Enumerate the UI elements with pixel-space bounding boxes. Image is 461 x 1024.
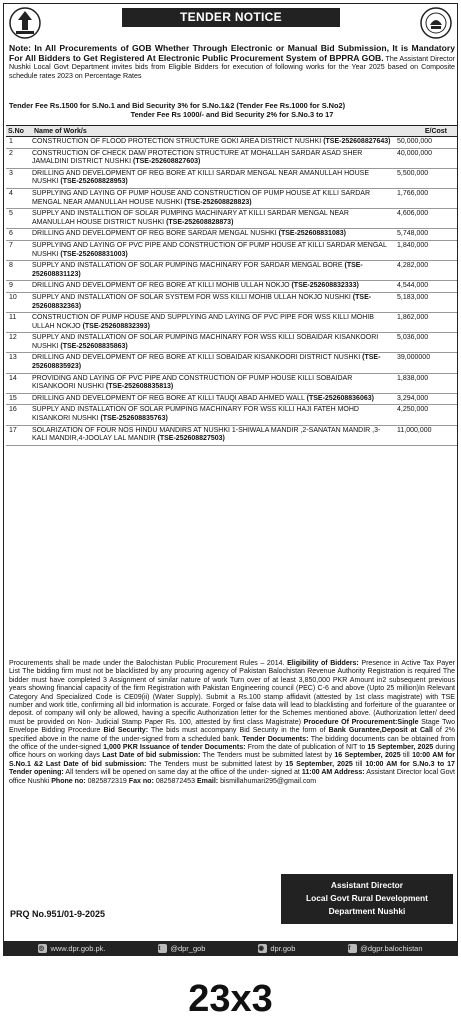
time-2: 10:00 AM for S.No.3 to 17 Tender opening:	[9, 760, 455, 777]
row-cost: 5,500,000	[397, 169, 429, 177]
row-cost: 39,000000	[397, 354, 431, 362]
row-cost: 40,000,000	[397, 149, 433, 157]
table-row	[6, 149, 457, 169]
work-name: SUPPLY AND INSTALLTION OF SOLAR PUMPING MACHINARY AT KILLI SARDAR MENGAL NEAR AMANULLAH HOUSE DISTRICT NUSHKI	[32, 210, 349, 226]
twitter-icon: t	[158, 944, 167, 953]
row-name	[26, 261, 397, 280]
row-cost: 4,544,000	[397, 282, 429, 290]
table-row	[6, 229, 457, 241]
row-cost: 50,000,000	[397, 138, 433, 145]
work-name: DRILLING AND DEVELOPMENT OF REG BORE SARDAR MENGAL NUSHKI	[32, 230, 277, 238]
instagram-icon: ◉	[258, 944, 267, 953]
header-name: Name of Work/s	[34, 128, 87, 135]
fax-label: Fax no:	[128, 777, 154, 785]
tse-number: (TSE-252608828873)	[166, 218, 234, 226]
row-name	[26, 374, 397, 393]
table-row	[6, 209, 457, 229]
tse-number: (TSE-252608832333)	[291, 282, 359, 290]
time-3: 11:00 AM Address:	[301, 769, 365, 777]
row-cost: 1,862,000	[397, 314, 429, 322]
social-bar	[4, 941, 457, 955]
row-cost: 4,606,000	[397, 210, 429, 218]
tse-number: (TSE-252608828953)	[60, 178, 128, 186]
tse-number: (TSE-252608836063)	[306, 394, 374, 402]
table-row	[6, 189, 457, 209]
row-name	[26, 209, 397, 228]
terms-text: From the date of publication of NIT to	[247, 744, 366, 752]
tse-number: (TSE-252608827503)	[157, 435, 225, 443]
row-name	[26, 426, 397, 445]
work-name: SOLARIZATION OF FOUR NOS HINDU MANDIRS AT NUSHKI 1-SHIWALA MANDIR ,2-SANATAN MANDIR ,3-KALI MANDIR,4-JOOLAY LAL MANDIR	[32, 426, 381, 443]
fee-label: 1,000 PKR Issuance of tender Documents:	[103, 744, 246, 752]
row-cost: 5,183,000	[397, 293, 429, 301]
instagram-link[interactable]	[258, 944, 295, 953]
terms-text: Procurements shall be made under the Balochistan Public Procurement Rules – 2014.	[9, 660, 285, 667]
terms-text: The Tenders must be submitted latest by	[149, 760, 283, 768]
row-sno: 7	[9, 241, 13, 249]
tse-number: (TSE-252608832363)	[32, 293, 372, 310]
balochistan-emblem-icon	[8, 6, 42, 40]
phone-number[interactable]: 0825872319	[87, 777, 127, 785]
terms-text: The Tenders must be submitted latest by	[202, 752, 332, 760]
tse-number: (TSE-252608835863)	[60, 342, 128, 350]
terms-text: till	[355, 760, 363, 768]
twitter-text: @dpr_gob	[170, 943, 206, 953]
table-row	[6, 241, 457, 261]
row-name	[26, 405, 397, 424]
row-sno: 1	[9, 138, 13, 145]
ad-size-label: 23x3	[188, 978, 273, 1020]
notice-title: TENDER NOTICE	[122, 8, 340, 27]
signature-line-1: Assistant Director	[330, 880, 404, 890]
row-name	[26, 281, 397, 292]
terms-text: of 2% specified above in the name of the under-signed from a scheduled bank.	[9, 727, 456, 743]
signature-box	[281, 874, 453, 924]
terms-text: Assistant Director local Govt office Nushki	[9, 769, 455, 785]
table-row	[6, 293, 457, 313]
work-name: SUPPLYING AND LAYING OF PVC PIPE AND CONSTRUCTION OF PUMP HOUSE AT KILLI SARDAR MENGAL NUSHKI	[32, 241, 387, 258]
row-name	[26, 313, 397, 332]
tender-notice-page	[3, 3, 458, 956]
row-cost: 1,838,000	[397, 374, 429, 382]
note-text: The Assistant Director Nushki Local Govt Department invites bids from Eligible Bidders for execution of following works for the Year 2025 based on Composite schedule rates 2023 on Percentage Rates	[9, 54, 456, 80]
fee-line-1: Tender Fee Rs.1500 for S.No.1 and Bid Security 3% for S.No.1&2 (Tender Fee Rs.1000 for S.No2)	[9, 101, 346, 110]
procedure-label: Procedure Of Procurement:Single	[303, 718, 419, 726]
terms-section	[9, 660, 455, 786]
twitter-link[interactable]	[158, 944, 205, 953]
web-link[interactable]	[38, 944, 105, 953]
work-name: PROVIDING AND LAYING OF PVC PIPE AND CONSTRUCTION OF PUMP HOUSE KILLI SOBAIDAR KISANKOORI NUSHKI	[32, 374, 353, 391]
row-name	[26, 353, 397, 372]
row-sno: 9	[9, 282, 13, 290]
table-row	[6, 333, 457, 353]
tse-number: (TSE-252608827603)	[133, 158, 201, 166]
note-section	[9, 44, 455, 80]
last-date-label: Last Date of bid submission:	[102, 752, 201, 760]
row-name	[26, 149, 397, 168]
table-row	[6, 405, 457, 425]
table-row	[6, 137, 457, 149]
row-sno: 6	[9, 230, 13, 238]
table-row	[6, 426, 457, 446]
terms-text: Presence in Active Tax Payer List The bidding firm must not be blacklisted by any procuring agency of Pakistan Balochistan Revenue Authority Registration is required The bidder must have completed 3 Assignment of similar nature of work Turn over of at least 3,850,000 PKR Amount in2 subsequent previous years showing financial capacity of the firm Registration with Pakistan Engineering council (PEC) C-6 and above (Upto 25 million)In Relevant Category And Specialized Code is CE09(ii) (Water Supply). Submit a Rs.100 stamp affidavit (attested by 1st class magistrate) with TSE number and work title, confirming all bid information is accurate. Forged or false data will lead to blacklisting and forfeiture of the guarantee or deposit. of company will only be allowed, having a specific Authorization letter for the Schemes mentioned above. (Authorization letter/ deed must be provided on Non- Judicial Stamp Paper Rs. 100, attested by first class Magistrate)	[9, 660, 455, 726]
prq-number: PRQ No.951/01-9-2025	[10, 909, 106, 919]
docs-label: Tender Documents:	[242, 735, 309, 743]
facebook-link[interactable]	[348, 944, 422, 953]
row-sno: 14	[9, 374, 17, 382]
row-name	[26, 394, 397, 405]
date-1: 15 September, 2025	[367, 744, 434, 752]
bank-label: Bank Gurantee,Deposit at Call	[328, 727, 433, 735]
tse-number: (TSE-252608832393)	[82, 322, 150, 330]
tse-number: (TSE-252608831123)	[32, 262, 363, 278]
table-row	[6, 394, 457, 406]
tse-number: (TSE-252608835923)	[32, 354, 381, 371]
work-name: CONSTRUCTION OF CHECK DAM/ PROTECTION STRUCTURE AT MOHALLAH SARDAR ASAD SHER JAMALDINI DISTRICT NUSHKI	[32, 149, 363, 166]
row-sno: 16	[9, 406, 17, 414]
signature-line-2: Local Govt Rural Development	[306, 893, 428, 903]
table-row	[6, 313, 457, 333]
terms-text: The bidding documents can be obtained from the office of the under-signed	[9, 735, 455, 752]
date-3: 15 September, 2025	[285, 760, 353, 768]
terms-text: All tenders will be opened on same day at the office of the under- signed at	[65, 769, 300, 777]
work-name: SUPPLY AND INSTALLATION OF SOLAR PUMPING MACHINARY FOR WSS KILLI SOBAIDAR KISANKOORI NUSHKI	[32, 334, 379, 350]
work-name: DRILLING AND DEVELOPMENT OF REG BORE AT KILLI TAUQI ABAD AHMED WALL	[32, 394, 305, 402]
work-name: SUPPLY AND INSTALLATION OF SOLAR PUMPING MACHINARY FOR WSS KILLI HAJI FATEH MOHD KISANKORI NUSHKI	[32, 406, 359, 423]
row-sno: 4	[9, 189, 13, 197]
header	[4, 4, 457, 44]
row-cost: 3,294,000	[397, 394, 429, 402]
work-name: SUPPLY AND INSTALLATION OF SOLAR SYSTEM FOR WSS KILLI MOHIB ULLAH NOKJO NUSHKI	[32, 293, 351, 301]
table-row	[6, 374, 457, 394]
tse-number: (TSE-252608831003)	[60, 250, 128, 258]
row-cost: 4,282,000	[397, 262, 429, 270]
instagram-text: dpr.gob	[270, 943, 296, 953]
note-bold: Note: In All Procurements of GOB Whether Through Electronic or Manual Bid Submission, It is Mandatory For All Bidders to Get Registered At Electronic Public Procurement System of BPPRA GOB.	[9, 43, 455, 63]
signature-line-3: Department Nushki	[328, 906, 406, 916]
row-sno: 2	[9, 149, 13, 157]
work-name: SUPPLY AND INSTALLATION OF SOLAR PUMPING MACHINARY FOR SARDAR MENGAL BORE	[32, 262, 343, 270]
local-govt-emblem-icon	[419, 6, 453, 40]
table-row	[6, 353, 457, 373]
tse-number: (TSE-252608835813)	[105, 383, 174, 391]
row-sno: 11	[9, 314, 17, 322]
row-name	[26, 241, 397, 260]
header-sno: S.No	[8, 128, 24, 135]
fee-section	[9, 102, 455, 119]
table-row	[6, 281, 457, 293]
row-sno: 3	[9, 169, 13, 177]
row-cost: 5,036,000	[397, 334, 429, 342]
terms-text: till	[403, 752, 410, 760]
facebook-icon: f	[348, 944, 357, 953]
phone-label: Phone no:	[51, 777, 86, 785]
header-cost: E/Cost	[424, 128, 447, 135]
work-name: CONSTRUCTION OF PUMP HOUSE AND SUPPLYING AND LAYING OF PVC PIPE FOR WSS KILLI MOHIB ULLAH NOKJO	[32, 314, 374, 330]
table-body	[6, 137, 457, 446]
table-row	[6, 169, 457, 189]
row-cost: 1,840,000	[397, 241, 429, 249]
fee-line-2: Tender Fee Rs 1000/- and Bid Security 2% for S.No.3 to 17	[130, 109, 334, 119]
time-1: 10:00 AM for S.No.1 &2 Last Date of bid submission:	[9, 752, 455, 768]
web-text: www.dpr.gob.pk.	[50, 943, 106, 953]
work-name: SUPPLYING AND LAYING OF PUMP HOUSE AND CONSTRUCTION OF PUMP HOUSE AT KILLI SARDAR MENGAL NEAR AMANULLAH HOUSE NUSHKI	[32, 189, 371, 206]
row-name	[26, 189, 397, 208]
row-name	[26, 169, 397, 188]
tse-number: (TSE-252608828823)	[184, 198, 252, 206]
tse-number: (TSE-252608827643)	[323, 138, 391, 145]
fax-number[interactable]: 0825872453	[155, 777, 196, 785]
work-name: DRILLING AND DEVELOPMENT OF REG BORE AT KILLI SOBAIDAR KISANKOORI DISTRICT NUSHKI	[32, 354, 361, 362]
row-sno: 8	[9, 262, 13, 270]
eligibility-label: Eligibility of Bidders:	[287, 660, 359, 667]
terms-text: Stage Two Envelope Bidding Procedure	[9, 718, 456, 735]
row-sno: 10	[9, 293, 17, 301]
row-name	[26, 293, 397, 312]
row-cost: 1,766,000	[397, 189, 429, 197]
work-name: CONSTRUCTION OF FLOOD PROTECTION STRUCTURE GOKI AREA DISTRICT NUSHKI	[32, 138, 322, 145]
row-cost: 4,250,000	[397, 406, 429, 414]
row-cost: 5,748,000	[397, 230, 429, 238]
facebook-text: @dgpr.balochistan	[360, 943, 423, 953]
row-sno: 15	[9, 394, 17, 402]
terms-text: The bids must accompany Bid Security in the form of	[150, 727, 326, 735]
globe-icon: ◎	[38, 944, 47, 953]
row-name	[26, 137, 397, 148]
email-label: Email:	[196, 777, 219, 785]
table-row	[6, 261, 457, 281]
email-address[interactable]: bismillahumari295@gmail.com	[220, 777, 317, 785]
terms-text: during office hours on working days	[9, 744, 455, 760]
work-name: DRILLING AND DEVELOPMENT OF REG BORE AT KILLI MOHIB ULLAH NOKJO	[32, 282, 290, 290]
row-sno: 5	[9, 210, 13, 218]
row-name	[26, 333, 397, 352]
row-cost: 11,000,000	[397, 426, 432, 434]
table-header	[6, 125, 457, 137]
work-name: DRILLING AND DEVELOPMENT OF REG BORE AT KILLI SARDAR MENGAL NEAR AMANULLAH HOUSE NUSHKI	[32, 169, 369, 186]
row-sno: 13	[9, 354, 17, 362]
row-sno: 17	[9, 426, 17, 434]
security-label: Bid Security:	[103, 727, 149, 735]
tse-number: (TSE-252608831083)	[278, 230, 346, 238]
row-sno: 12	[9, 334, 17, 342]
row-name	[26, 229, 397, 240]
works-table	[6, 125, 457, 446]
tse-number: (TSE-252608835763)	[100, 415, 168, 423]
date-2: 16 September, 2025	[334, 752, 401, 760]
